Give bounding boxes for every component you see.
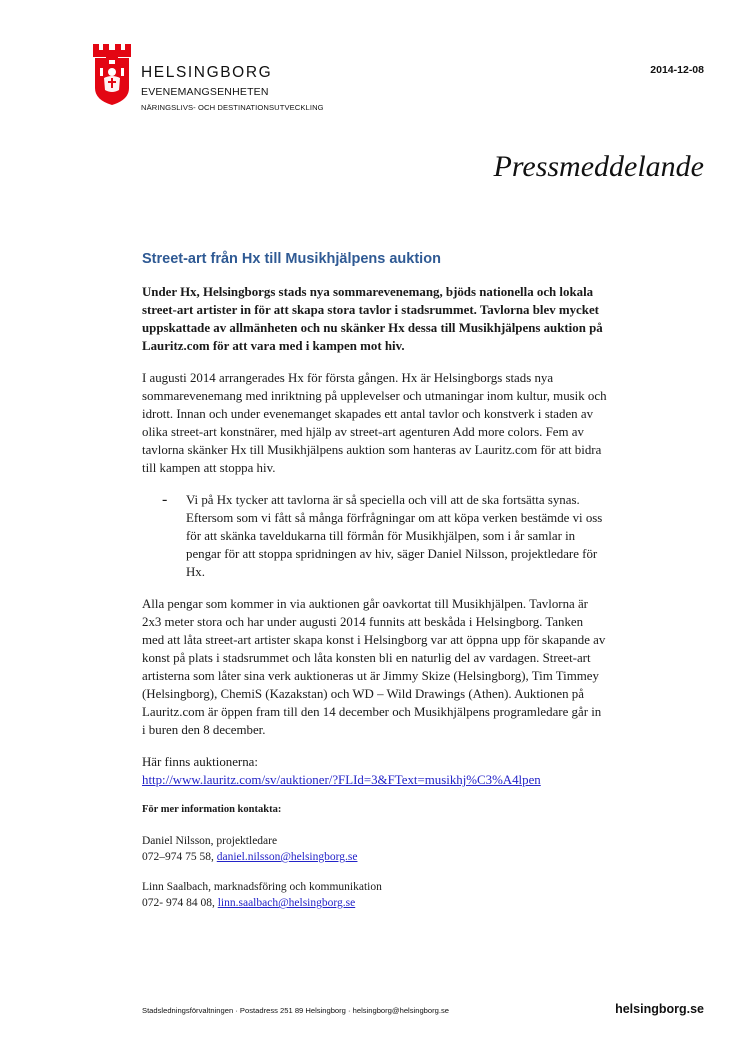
contact-phone: 072- 974 84 08,	[142, 897, 215, 909]
press-release-body	[142, 251, 607, 925]
quote-text: Vi på Hx tycker att tavlorna är så speciella och vill att de ska fortsätta synas. Eftersom som vi fått så många förfrågningar om att köpa verken bestämde vi oss för att skänka taveldukarna till förmån för Musikhjälpen, som i år samlar in pengar för att stoppa spridningen av hiv, säger Daniel Nilsson, projektledare för Hx.	[186, 493, 603, 579]
body-paragraph-1: I augusti 2014 arrangerades Hx för första gången. Hx är Helsingborgs stads nya sommarevenemang med inriktning på upplevelser och utmaningar inom kultur, musik och idrott. Innan och under evenemanget skapades ett antal tavlor och konstverk i staden av olika street-art konstnärer, med hjälp av street-art agenturen Add more colors. Fem av tavlorna skänker Hx till Musikhjälpens auktion som hanteras av Lauritz.com för att bidra till kampen att stoppa hiv.	[142, 371, 607, 475]
body-paragraph-2: Alla pengar som kommer in via auktionen går oavkortat till Musikhjälpen. Tavlorna är 2x3 meter stora och har under augusti 2014 funnits att beskåda i Helsingborg. Tanken med att låta street-art artister skapa konst i Helsingborg var att öppna upp för skapande av konst på plats i stadsrummet och låta konsten bli en naturlig del av vardagen. Street-art artisterna som låter sina verk auktioneras ut är Jimmy Skize (Helsingborg), Tim Timmey (Helsingborg), ChemiS (Kazakstan) och WD – Wild Drawings (Athen). Auktionen på Lauritz.com är öppen fram till den 14 december och Musikhjälpens programledare går in i buren den 8 december.	[142, 597, 606, 737]
document-date: 2014-12-08	[650, 64, 704, 76]
contact-email-link[interactable]: linn.saalbach@helsingborg.se	[217, 897, 356, 909]
contact-email-link[interactable]: daniel.nilsson@helsingborg.se	[216, 851, 358, 863]
contact-heading: För mer information kontakta:	[142, 804, 282, 815]
contact-name-role: Daniel Nilsson, projektledare	[142, 835, 278, 847]
footer-address: Stadsledningsförvaltningen · Postadress 251 89 Helsingborg · helsingborg@helsingborg.se	[142, 1006, 450, 1015]
contact-linn	[142, 879, 607, 911]
headline: Street-art från Hx till Musikhjälpens auktion	[142, 251, 441, 267]
auction-link[interactable]: http://www.lauritz.com/sv/auktioner/?FLId=3&FText=musikhj%C3%A4lpen	[142, 773, 541, 787]
contact-phone-line	[142, 849, 607, 865]
department-name: NÄRINGSLIVS- OCH DESTINATIONSUTVECKLING	[141, 103, 324, 112]
unit-name: EVENEMANGSENHETEN	[141, 86, 269, 98]
quote-dash: -	[162, 491, 168, 508]
contact-phone-line	[142, 895, 607, 911]
helsingborg-crest-icon	[92, 44, 132, 106]
auction-label: Här finns auktionerna:	[142, 755, 258, 769]
auction-link-line	[142, 771, 607, 789]
footer-site: helsingborg.se	[615, 1002, 704, 1016]
document-type-title: Pressmeddelande	[493, 150, 704, 183]
contact-phone: 072–974 75 58,	[142, 851, 214, 863]
quote-block	[142, 491, 607, 581]
lead-paragraph: Under Hx, Helsingborgs stads nya sommarevenemang, bjöds nationella och lokala street-art artister in för att skapa stora tavlor i stadsrummet. Tavlorna blev mycket uppskattade av allmänheten och nu skänker Hx dessa till Musikhjälpens auktion på Lauritz.com för att vara med i kampen mot hiv.	[142, 285, 603, 353]
contact-daniel	[142, 833, 607, 865]
org-name: HELSINGBORG	[141, 64, 273, 81]
contact-name-role: Linn Saalbach, marknadsföring och kommunikation	[142, 881, 382, 893]
